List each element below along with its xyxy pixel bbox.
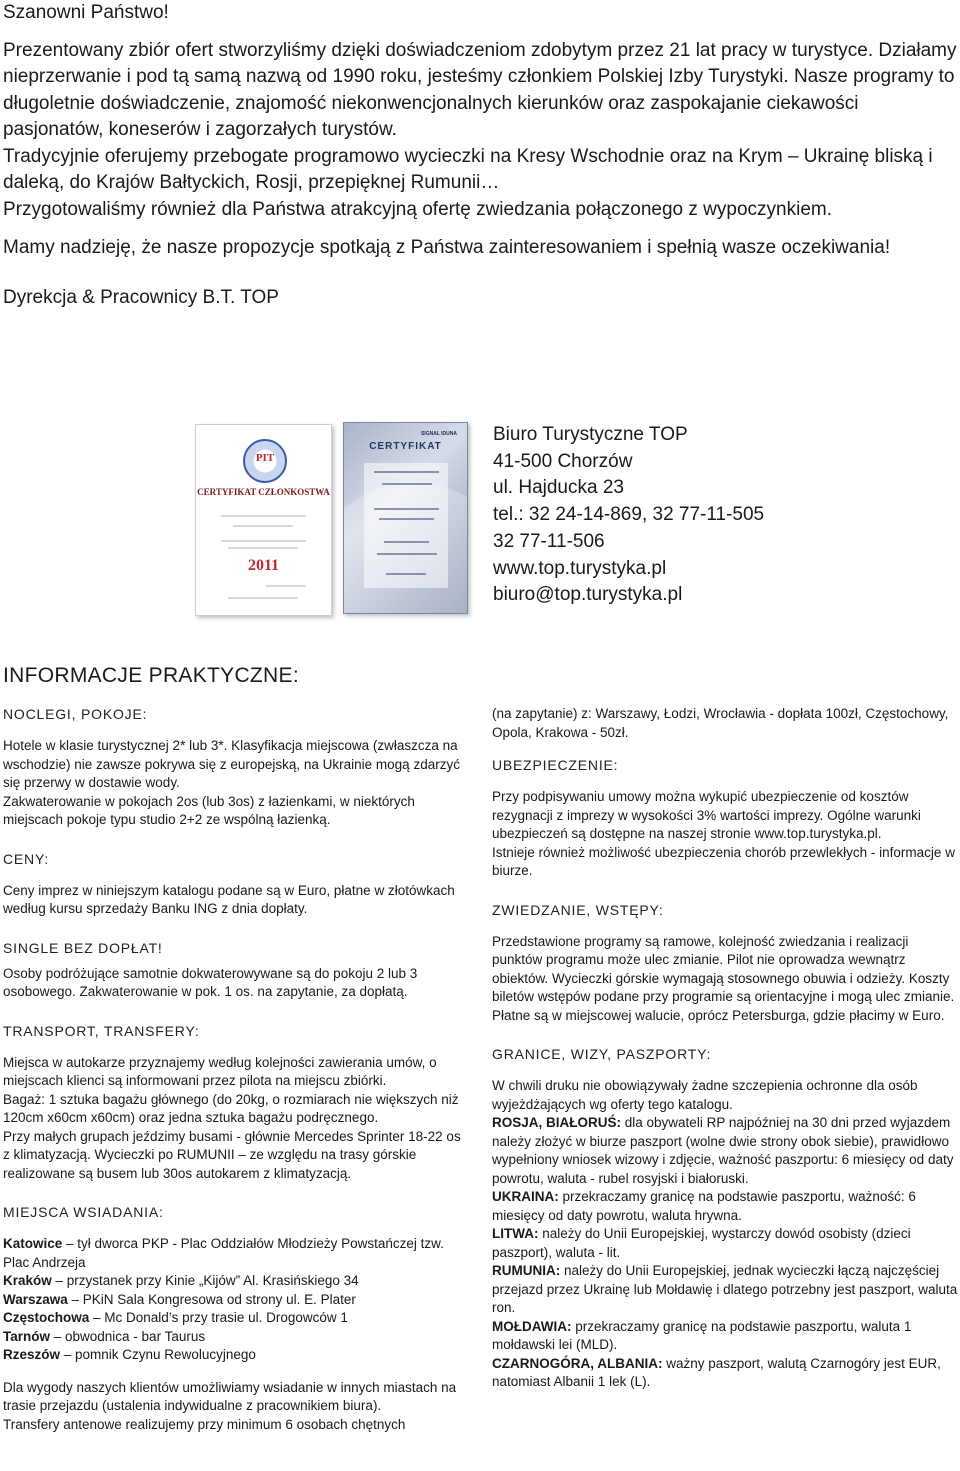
miejsca-text-2: Transfery antenowe realizujemy przy minimum 6 osobach chętnych	[3, 1416, 406, 1432]
signature: Dyrekcja & Pracownicy B.T. TOP	[3, 286, 279, 308]
noclegi-text-2: Zakwaterowanie w pokojach 2os (lub 3os) z łazienkami, w niektórych miejscach pokoje typu studio 2+2 ze wspólną łazienką.	[3, 793, 415, 827]
pickup-location-krakow: Kraków – przystanek przy Kinie „Kijów” Al. Krasińskiego 34	[3, 1273, 359, 1288]
right-column	[492, 705, 958, 1392]
transport-text-3: Przy małych grupach jeździmy busami - głównie Mercedes Sprinter 18-22 os z klimatyzacją. Wycieczki po RUMUNII – ze względu na trasy górskie realizowane są busem lub 30os autokarem z klimatyzacją.	[3, 1128, 461, 1181]
membership-certificate-image	[195, 424, 332, 616]
zwiedzanie-heading: ZWIEDZANIE, WSTĘPY:	[492, 901, 664, 918]
transfer-continuation: (na zapytanie) z: Warszawy, Łodzi, Wrocławia - dopłata 100zł, Częstochowy, Opola, Krakowa - 50zł.	[492, 706, 949, 740]
certificates	[195, 422, 475, 622]
zwiedzanie-text: Przedstawione programy są ramowe, kolejność zwiedzania i realizacji punktów programu może ulec zmianie. Pilot nie oprowadza wewnątrz obiektów. Wycieczki górskie wymagają stosownego obuwia i odzieży. Koszty biletów wstępów podane przy programie są orientacyjne i mogą ulec zmianie. Płatne są w miejscowej walucie, oprócz Petersburga, gdzie płacimy w Euro.	[492, 933, 955, 1023]
ubezpieczenie-heading: UBEZPIECZENIE:	[492, 757, 619, 773]
single-text: Osoby podróżujące samotnie dokwaterowywane są do pokoju 2 lub 3 osobowego. Zakwaterowanie w pok. 1 os. na zapytanie, za dopłatą.	[3, 965, 418, 999]
granice-ukraina: UKRAINA: przekraczamy granicę na podstawie paszportu, ważność: 6 miesięcy od daty powrotu, waluta hrywna.	[492, 1189, 916, 1223]
granice-czarnogora: CZARNOGÓRA, ALBANIA: ważny paszport, walutą Czarnogóry jest EUR, natomiast Albanii 1 lek (L).	[492, 1355, 941, 1389]
pickup-locations	[3, 1235, 467, 1365]
certificate-year: 2011	[247, 557, 280, 574]
street-address: ul. Hajducka 23	[493, 477, 624, 499]
intro-paragraph-1: Prezentowany zbiór ofert stworzyliśmy dzięki doświadczeniom zdobytym przez 21 lat pracy w turystyce. Działamy nieprzerwanie i pod tą samą nazwą od 1990 roku, jesteśmy członkiem Polskiej Izby Turystyki. Nasze programy to długoletnie doświadczenie, znajomość niekonwencjonalnych kierunków oraz zaspokajanie ciekawości pasjonatów, koneserów i zagorzałych turystów.	[3, 39, 957, 140]
intro-paragraph-4: Mamy nadzieję, że nasze propozycje spotkają z Państwa zainteresowaniem i spełnią wasze oczekiwania!	[3, 237, 891, 258]
company-name: Biuro Turystyczne TOP	[493, 424, 688, 445]
ubezpieczenie-text-1: Przy podpisywaniu umowy można wykupić ubezpieczenie od kosztów rezygnacji z imprezy w wysokości 3% wartości imprezy. Ogólne warunki ubezpieczeń są dostępne na naszej stronie www.top.turystyka.pl.	[492, 789, 921, 841]
certificate-title: CERTYFIKAT CZŁONKOSTWA	[197, 487, 330, 497]
granice-litwa: LITWA: należy do Unii Europejskiej, wystarczy dowód osobisty (dzieci paszport), waluta - lit.	[492, 1226, 911, 1260]
pickup-location-czestochowa: Częstochowa – Mc Donald’s przy trasie ul. Drogowców 1	[3, 1310, 348, 1325]
postal-city: 41-500 Chorzów	[493, 450, 633, 472]
insurer-brand: SIGNAL IDUNA	[420, 431, 457, 437]
contact-block	[493, 422, 764, 609]
phone-numbers: tel.: 32 24-14-869, 32 77-11-505	[493, 504, 765, 526]
transport-text-1: Miejsca w autokarze przyznajemy według kolejności zawierania umów, o miejscach klienci są informowani przez pilota na miejscu zbiórki.	[3, 1054, 437, 1088]
pickup-location-tarnow: Tarnów – obwodnica - bar Taurus	[3, 1328, 206, 1344]
left-column	[3, 705, 467, 1434]
transport-text-2: Bagaż: 1 sztuka bagażu głównego (do 20kg, o rozmiarach nie większych niż 120cm x60cm x60cm) oraz jedna sztuka bagażu podręcznego.	[3, 1091, 459, 1125]
noclegi-heading: NOCLEGI, POKOJE:	[3, 706, 148, 722]
certificate-title: CERTYFIKAT	[369, 441, 442, 452]
pickup-location-katowice: Katowice – tył dworca PKP - Plac Oddziałów Młodzieży Powstańczej tzw. Plac Andrzeja	[3, 1236, 444, 1270]
single-heading: SINGLE BEZ DOPŁAT!	[3, 939, 163, 956]
granice-heading: GRANICE, WIZY, PASZPORTY:	[492, 1046, 712, 1062]
ubezpieczenie-text-2: Istnieje również możliwość ubezpieczenia chorób przewlekłych - informacje w biurze.	[492, 844, 955, 878]
miejsca-text-1: Dla wygody naszych klientów umożliwiamy wsiadanie w innych miastach na trasie przejazdu (ustalenia indywidualne z pracownikiem biura).	[3, 1379, 457, 1413]
intro-paragraph-3: Przygotowaliśmy również dla Państwa atrakcyjną ofertę zwiedzania połączonego z wypoczynkiem.	[3, 198, 832, 220]
ceny-text: Ceny imprez w niniejszym katalogu podane są w Euro, płatne w złotówkach według kursu sprzedaży Banku ING z dnia dopłaty.	[3, 882, 455, 916]
granice-rosja: ROSJA, BIAŁORUŚ: dla obywateli RP najpóźniej na 30 dni przed wyjazdem należy złożyć w biurze paszport (wolne dwie strony obok siebie), prawidłowo wypełniony wniosek wizowy i zdjęcie, ważność paszportu: 6 miesięcy od daty powrotu, waluta - rubel rosyjski i białoruski.	[492, 1115, 954, 1186]
noclegi-text-1: Hotele w klasie turystycznej 2* lub 3*. Klasyfikacja miejscowa (zwłaszcza na wschodzie) nie zawsze pokrywa się z europejską, na Ukrainie mogą zdarzyć się przerwy w dostawie wody.	[3, 738, 460, 790]
website-link[interactable]: www.top.turystyka.pl	[493, 557, 667, 579]
email-link[interactable]: biuro@top.turystyka.pl	[493, 584, 683, 606]
granice-moldawia: MOŁDAWIA: przekraczamy granicę na podstawie paszportu, waluta 1 mołdawski lei (MLD).	[492, 1318, 912, 1352]
pickup-location-warszawa: Warszawa – PKiN Sala Kongresowa od strony ul. E. Plater	[3, 1291, 356, 1307]
greeting: Szanowni Państwo!	[3, 2, 169, 23]
pit-logo-icon: PIT	[243, 439, 287, 483]
phone-number-2: 32 77-11-506	[493, 530, 605, 552]
transport-heading: TRANSPORT, TRANSFERY:	[3, 1022, 200, 1039]
granice-rumunia: RUMUNIA: należy do Unii Europejskiej, jednak wycieczki łączą najczęściej przejazd przez Ukrainę lub Mołdawię i dlatego potrzebny jest paszport, waluta ron.	[492, 1263, 958, 1315]
granice-text: W chwili druku nie obowiązywały żadne szczepienia ochronne dla osób wyjeżdżających wg oferty tego katalogu.	[492, 1078, 918, 1112]
intro-section	[3, 0, 958, 311]
insurance-certificate-image	[343, 422, 468, 614]
pickup-location-rzeszow: Rzeszów – pomnik Czynu Rewolucyjnego	[3, 1347, 256, 1362]
miejsca-heading: MIEJSCA WSIADANIA:	[3, 1204, 164, 1220]
ceny-heading: CENY:	[3, 850, 50, 867]
practical-info-title: INFORMACJE PRAKTYCZNE:	[3, 664, 299, 687]
intro-paragraph-2: Tradycyjnie oferujemy przebogate programowo wycieczki na Kresy Wschodnie oraz na Krym – Ukrainę bliską i daleką, do Krajów Bałtyckich, Rosji, przepięknej Rumunii…	[3, 145, 933, 193]
